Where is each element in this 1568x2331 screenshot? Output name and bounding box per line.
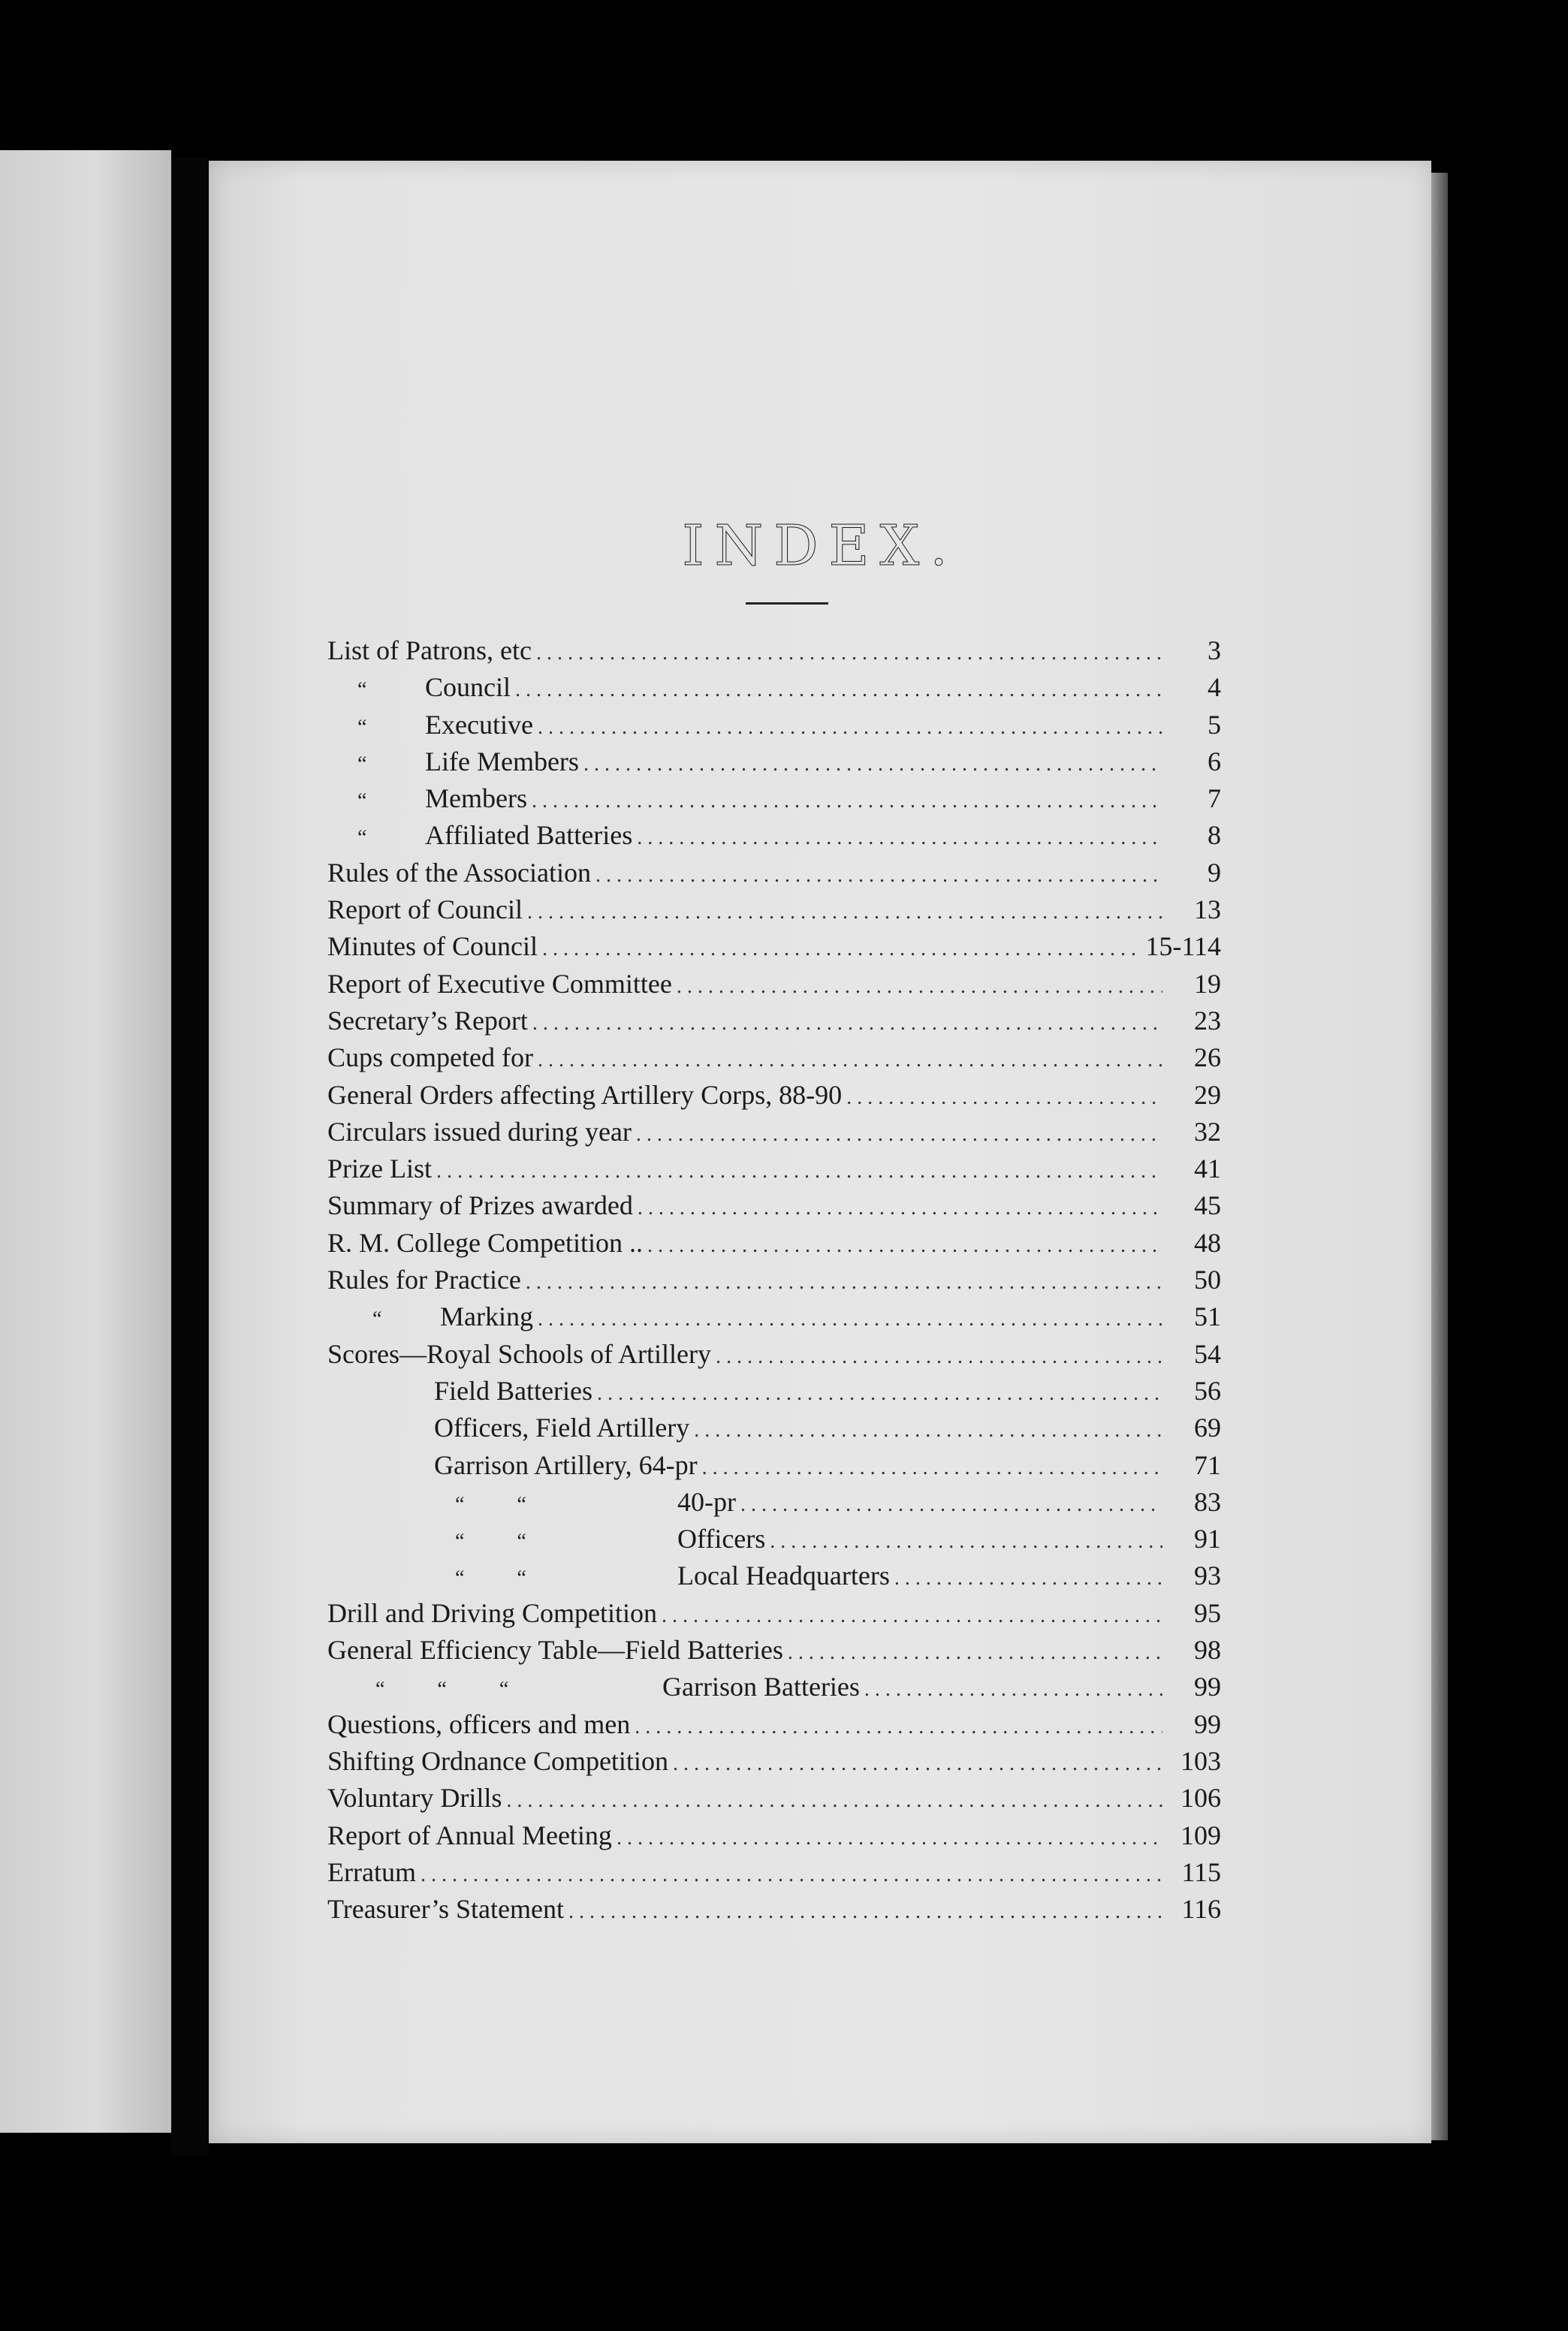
dot-leader <box>702 1449 1162 1486</box>
index-entry <box>327 669 1221 706</box>
index-entry <box>327 743 1221 780</box>
entry-page-number: 56 <box>1194 1375 1221 1406</box>
entry-title: 40-pr <box>677 1486 736 1517</box>
index-entry <box>327 1891 1221 1928</box>
entry-title: Prize List <box>327 1153 432 1184</box>
entry-title: General Orders affecting Artillery Corps, 88-90 <box>327 1079 843 1110</box>
ditto-mark: “ “ <box>455 1567 526 1591</box>
entry-title: Local Headquarters <box>677 1561 890 1591</box>
entry-page-number: 116 <box>1181 1894 1221 1925</box>
index-list <box>327 632 1221 1928</box>
index-entry <box>327 817 1221 854</box>
dot-leader <box>662 1597 1162 1634</box>
index-entry <box>327 1854 1221 1891</box>
dot-leader <box>788 1634 1162 1671</box>
dot-leader <box>647 1227 1162 1264</box>
entry-title: Report of Executive Committee <box>327 968 672 999</box>
entry-page-number: 50 <box>1194 1265 1221 1295</box>
index-entry <box>327 1632 1221 1669</box>
index-entry <box>327 1595 1221 1632</box>
index-entry <box>327 780 1221 817</box>
ditto-mark: “ <box>357 715 367 739</box>
entry-title: Treasurer’s Statement <box>327 1894 564 1925</box>
entry-page-number: 115 <box>1181 1856 1221 1887</box>
entry-title: Voluntary Drills <box>327 1783 502 1814</box>
entry-page-number: 29 <box>1194 1079 1221 1110</box>
index-entry <box>327 632 1221 669</box>
index-entry <box>327 1262 1221 1298</box>
entry-title: Questions, officers and men <box>327 1708 631 1739</box>
dot-leader <box>596 857 1162 894</box>
dot-leader <box>436 1153 1162 1190</box>
index-entry <box>327 1225 1221 1262</box>
entry-page-number: 15-114 <box>1145 931 1221 962</box>
index-entry <box>327 1521 1221 1558</box>
entry-title: Shifting Ordnance Competition <box>327 1745 668 1776</box>
index-page <box>209 161 1431 2143</box>
index-entry <box>327 966 1221 1003</box>
entry-page-number: 13 <box>1194 894 1221 925</box>
entry-title: Secretary’s Report <box>327 1005 528 1036</box>
index-entry <box>327 1039 1221 1076</box>
dot-leader <box>677 968 1162 1005</box>
entry-title: Officers <box>677 1524 766 1555</box>
entry-page-number: 51 <box>1194 1301 1221 1332</box>
dot-leader <box>617 1820 1162 1856</box>
entry-title: Officers, Field Artillery <box>434 1413 690 1443</box>
entry-page-number: 6 <box>1208 746 1221 776</box>
index-entry <box>327 1669 1221 1705</box>
entry-title: Garrison Artillery, 64-pr <box>434 1449 698 1480</box>
index-entry <box>327 1003 1221 1039</box>
dot-leader <box>506 1782 1162 1819</box>
entry-title: Field Batteries <box>434 1375 593 1406</box>
dot-leader <box>532 783 1162 819</box>
dot-leader <box>538 1301 1162 1337</box>
dot-leader <box>538 1042 1162 1078</box>
index-entry <box>327 1187 1221 1224</box>
dot-leader <box>421 1856 1162 1893</box>
entry-page-number: 3 <box>1208 635 1221 665</box>
index-entry <box>327 1558 1221 1594</box>
entry-page-number: 5 <box>1208 709 1221 740</box>
entry-title: Life Members <box>425 746 579 776</box>
ditto-mark: “ <box>372 1307 382 1331</box>
entry-title: Drill and Driving Competition <box>327 1597 657 1628</box>
dot-leader <box>515 671 1162 708</box>
ditto-mark: “ <box>357 826 367 850</box>
index-entry <box>327 1410 1221 1446</box>
index-entry <box>327 1150 1221 1187</box>
index-entry <box>327 1706 1221 1743</box>
dot-leader <box>846 1079 1162 1116</box>
entry-page-number: 99 <box>1194 1672 1221 1702</box>
index-entry <box>327 1743 1221 1780</box>
entry-page-number: 26 <box>1194 1042 1221 1073</box>
entry-page-number: 19 <box>1194 968 1221 999</box>
index-entry <box>327 855 1221 891</box>
entry-page-number: 103 <box>1181 1745 1221 1776</box>
dot-leader <box>638 1190 1162 1226</box>
entry-page-number: 8 <box>1208 820 1221 851</box>
ditto-mark: “ “ <box>455 1530 526 1554</box>
entry-page-number: 71 <box>1194 1449 1221 1480</box>
entry-page-number: 48 <box>1194 1227 1221 1258</box>
entry-page-number: 69 <box>1194 1413 1221 1443</box>
dot-leader <box>597 1375 1162 1412</box>
entry-title: List of Patrons, etc <box>327 635 532 665</box>
index-entry <box>327 1114 1221 1150</box>
index-entry <box>327 928 1221 965</box>
entry-title: Summary of Prizes awarded <box>327 1190 633 1221</box>
index-entry <box>327 707 1221 743</box>
dot-leader <box>568 1893 1162 1930</box>
entry-page-number: 99 <box>1194 1708 1221 1739</box>
index-entry <box>327 1780 1221 1817</box>
page-title: INDEX. <box>682 514 958 578</box>
dot-leader <box>637 819 1162 856</box>
dot-leader <box>526 1264 1162 1301</box>
dot-leader <box>538 709 1162 746</box>
dot-leader <box>894 1560 1162 1597</box>
entry-title: General Efficiency Table—Field Batteries <box>327 1635 783 1666</box>
book-gutter <box>171 158 209 2155</box>
dot-leader <box>583 746 1162 783</box>
index-entry <box>327 1447 1221 1484</box>
entry-page-number: 45 <box>1194 1190 1221 1221</box>
entry-title: Minutes of Council <box>327 931 538 962</box>
title-rule <box>746 602 828 605</box>
entry-page-number: 7 <box>1208 783 1221 814</box>
entry-page-number: 109 <box>1181 1820 1221 1850</box>
index-entry <box>327 891 1221 928</box>
entry-page-number: 91 <box>1194 1524 1221 1555</box>
dot-leader <box>635 1708 1162 1745</box>
index-entry <box>327 1336 1221 1373</box>
entry-title: Affiliated Batteries <box>425 820 633 851</box>
entry-title: Report of Council <box>327 894 523 925</box>
dot-leader <box>864 1671 1162 1708</box>
entry-page-number: 32 <box>1194 1116 1221 1147</box>
dot-leader <box>694 1412 1162 1449</box>
ditto-mark: “ <box>357 752 367 776</box>
ditto-mark: “ “ <box>455 1492 526 1516</box>
entry-title: Report of Annual Meeting <box>327 1820 612 1850</box>
ditto-mark: “ “ “ <box>375 1678 509 1702</box>
entry-title: Erratum <box>327 1856 416 1887</box>
entry-page-number: 54 <box>1194 1338 1221 1369</box>
dot-leader <box>740 1486 1162 1523</box>
ditto-mark: “ <box>357 789 367 813</box>
dot-leader <box>636 1116 1162 1153</box>
entry-title: R. M. College Competition .. <box>327 1227 643 1258</box>
index-entry <box>327 1817 1221 1854</box>
entry-page-number: 23 <box>1194 1005 1221 1036</box>
entry-title: Members <box>425 783 527 814</box>
ditto-mark: “ <box>357 678 367 702</box>
entry-title: Executive <box>425 709 533 740</box>
entry-title: Scores—Royal Schools of Artillery <box>327 1338 711 1369</box>
entry-page-number: 4 <box>1208 672 1221 703</box>
dot-leader <box>770 1523 1162 1560</box>
page-edge <box>1431 173 1448 2140</box>
entry-page-number: 98 <box>1194 1635 1221 1666</box>
entry-title: Rules of the Association <box>327 857 591 888</box>
entry-title: Cups competed for <box>327 1042 533 1073</box>
entry-page-number: 83 <box>1194 1486 1221 1517</box>
facing-page <box>0 150 171 2133</box>
entry-title: Garrison Batteries <box>662 1672 860 1702</box>
entry-page-number: 41 <box>1194 1153 1221 1184</box>
index-entry <box>327 1298 1221 1335</box>
entry-page-number: 93 <box>1194 1561 1221 1591</box>
index-entry <box>327 1373 1221 1410</box>
entry-page-number: 9 <box>1208 857 1221 888</box>
entry-title: Rules for Practice <box>327 1265 521 1295</box>
index-entry <box>327 1484 1221 1521</box>
index-entry <box>327 1077 1221 1114</box>
entry-title: Marking <box>440 1301 533 1332</box>
entry-page-number: 106 <box>1181 1783 1221 1814</box>
dot-leader <box>542 930 1139 967</box>
dot-leader <box>532 1005 1162 1042</box>
entry-page-number: 95 <box>1194 1597 1221 1628</box>
dot-leader <box>716 1338 1162 1375</box>
dot-leader <box>527 894 1162 930</box>
entry-title: Council <box>425 672 511 703</box>
dot-leader <box>673 1745 1162 1782</box>
dot-leader <box>536 635 1162 671</box>
entry-title: Circulars issued during year <box>327 1116 632 1147</box>
